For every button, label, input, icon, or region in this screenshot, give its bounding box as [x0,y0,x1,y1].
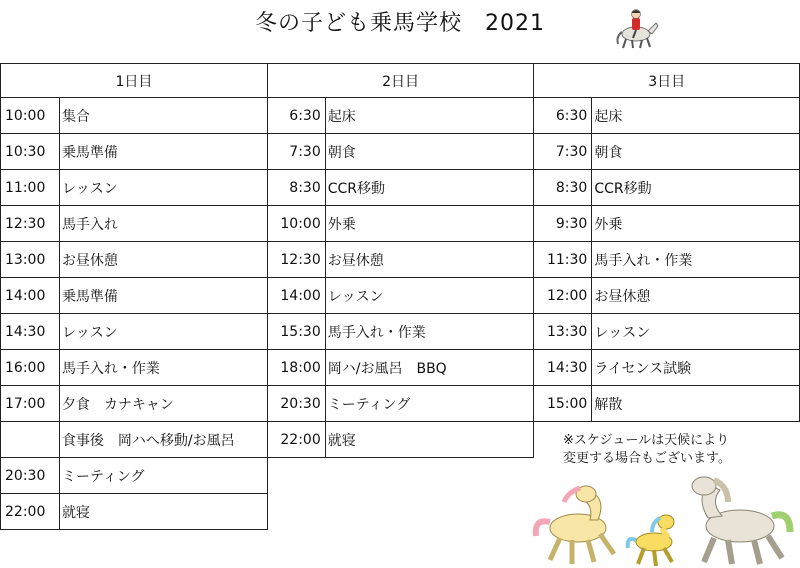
day-header-row [1,64,800,98]
day-1-activity-cell: 馬手入れ・作業 [59,350,267,386]
day-1-activity-cell: 夕食 カナキャン [59,386,267,422]
horses-illustration [528,470,800,568]
day-1-activity-cell: レッスン [59,170,267,206]
day-2-activity-cell: 朝食 [325,134,534,170]
empty-cell [267,458,534,494]
day-3-time-cell: 12:00 [534,278,592,314]
day-1-activity-cell: ミーティング [59,458,267,494]
day-2-time-cell: 18:00 [267,350,325,386]
day-1-activity-cell: 乗馬準備 [59,278,267,314]
day-1-time-cell [1,422,60,458]
day-2-time-cell: 7:30 [267,134,325,170]
day-2-activity-cell: ミーティング [325,386,534,422]
day-1-time-cell: 14:00 [1,278,60,314]
schedule-row [1,386,800,422]
day-1-time-cell: 11:00 [1,170,60,206]
day-3-time-cell: 14:30 [534,350,592,386]
day-2-activity-cell: 岡ハ/お風呂 BBQ [325,350,534,386]
day-3-activity-cell: ライセンス試験 [592,350,800,386]
day-2-time-cell: 14:00 [267,278,325,314]
page-title: 冬の子ども乗馬学校 2021 [255,11,545,36]
day-1-time-cell: 17:00 [1,386,60,422]
day-3-header: 3日目 [534,64,800,98]
day-3-time-cell: 6:30 [534,98,592,134]
day-3-time-cell: 9:30 [534,206,592,242]
day-1-time-cell: 13:00 [1,242,60,278]
day-2-time-cell: 20:30 [267,386,325,422]
schedule-note [563,432,731,468]
day-1-activity-cell: お昼休憩 [59,242,267,278]
day-1-time-cell: 22:00 [1,494,60,530]
rider-illustration [612,6,660,50]
day-1-time-cell: 10:00 [1,98,60,134]
day-1-activity-cell: 馬手入れ [59,206,267,242]
note-line-1: ※スケジュールは天候により [563,433,730,448]
day-2-time-cell: 22:00 [267,422,325,458]
day-3-activity-cell: CCR移動 [592,170,800,206]
schedule-row [1,206,800,242]
schedule-row [1,278,800,314]
day-2-activity-cell: 就寝 [325,422,534,458]
day-2-activity-cell: レッスン [325,278,534,314]
day-3-activity-cell: お昼休憩 [592,278,800,314]
day-3-activity-cell: レッスン [592,314,800,350]
day-1-time-cell: 12:30 [1,206,60,242]
day-3-time-cell: 15:00 [534,386,592,422]
day-1-activity-cell: 集合 [59,98,267,134]
day-1-activity-cell: 乗馬準備 [59,134,267,170]
schedule-row [1,134,800,170]
schedule-row [1,170,800,206]
day-2-activity-cell: 起床 [325,98,534,134]
schedule-row [1,350,800,386]
empty-cell [267,494,534,530]
day-1-activity-cell: 食事後 岡ハへ移動/お風呂 [59,422,267,458]
note-line-2: 変更する場合もございます。 [563,451,731,466]
day-1-activity-cell: レッスン [59,314,267,350]
day-3-time-cell: 8:30 [534,170,592,206]
day-2-activity-cell: 外乗 [325,206,534,242]
day-1-time-cell: 16:00 [1,350,60,386]
day-3-activity-cell: 馬手入れ・作業 [592,242,800,278]
day-3-time-cell: 7:30 [534,134,592,170]
schedule-row [1,98,800,134]
schedule-row [1,314,800,350]
day-2-time-cell: 12:30 [267,242,325,278]
day-2-time-cell: 15:30 [267,314,325,350]
day-2-time-cell: 6:30 [267,98,325,134]
day-1-time-cell: 14:30 [1,314,60,350]
day-2-activity-cell: 馬手入れ・作業 [325,314,534,350]
day-2-activity-cell: CCR移動 [325,170,534,206]
schedule-row [1,242,800,278]
day-3-time-cell: 13:30 [534,314,592,350]
day-3-activity-cell: 外乗 [592,206,800,242]
day-2-header: 2日目 [267,64,534,98]
day-1-activity-cell: 就寝 [59,494,267,530]
day-3-activity-cell: 起床 [592,98,800,134]
day-3-activity-cell: 朝食 [592,134,800,170]
day-3-time-cell: 11:30 [534,242,592,278]
day-1-time-cell: 20:30 [1,458,60,494]
day-2-activity-cell: お昼休憩 [325,242,534,278]
day-3-activity-cell: 解散 [592,386,800,422]
day-1-header: 1日目 [1,64,268,98]
day-1-time-cell: 10:30 [1,134,60,170]
day-2-time-cell: 10:00 [267,206,325,242]
day-2-time-cell: 8:30 [267,170,325,206]
